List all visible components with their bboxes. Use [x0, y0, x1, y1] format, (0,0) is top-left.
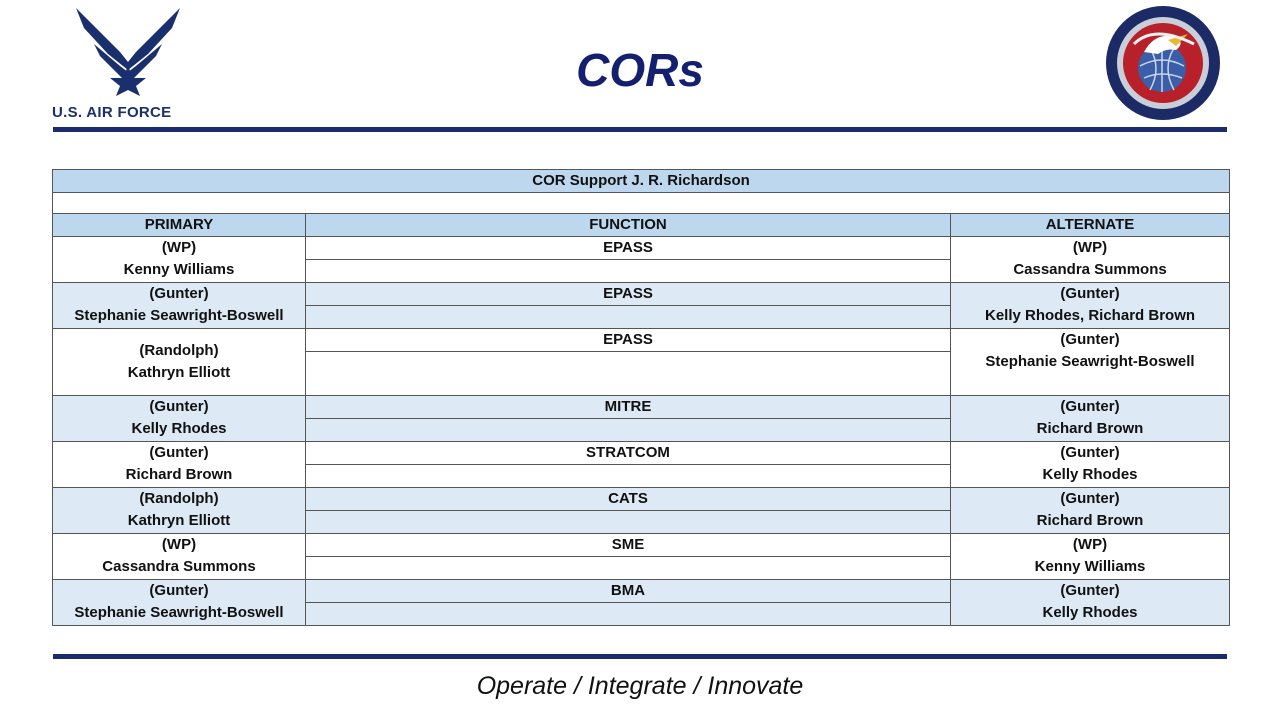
table-header-row	[53, 214, 1230, 237]
alternate-cell	[951, 396, 1230, 442]
table-row	[53, 283, 1230, 306]
alternate-cell	[951, 534, 1230, 580]
alternate-cell	[951, 442, 1230, 488]
table-row	[53, 580, 1230, 603]
alternate-name: Stephanie Seawright-Boswell	[985, 353, 1195, 370]
primary-name: Cassandra Summons	[102, 558, 256, 575]
primary-cell	[53, 488, 306, 534]
cor-table	[52, 169, 1230, 626]
function-cell: STRATCOM	[306, 442, 951, 465]
primary-location: (Gunter)	[149, 582, 209, 599]
primary-location: (Randolph)	[139, 342, 219, 359]
primary-location: (WP)	[161, 239, 197, 256]
table-row	[53, 534, 1230, 557]
org-name: U.S. AIR FORCE	[52, 104, 172, 121]
primary-name: Kelly Rhodes	[131, 420, 227, 437]
function-subcell	[306, 306, 951, 329]
footer-tagline: Operate / Integrate / Innovate	[476, 672, 804, 700]
alternate-location: (Gunter)	[1060, 490, 1120, 507]
alternate-location: (Gunter)	[1060, 398, 1120, 415]
alternate-location: (Gunter)	[1060, 331, 1120, 348]
alternate-cell	[951, 329, 1230, 396]
function-subcell	[306, 557, 951, 580]
alternate-location: (WP)	[1072, 239, 1108, 256]
alternate-name: Kelly Rhodes, Richard Brown	[984, 307, 1196, 324]
function-subcell	[306, 465, 951, 488]
page-title: CORs	[576, 44, 704, 96]
table-row	[53, 329, 1230, 352]
table-row	[53, 488, 1230, 511]
primary-location: (Randolph)	[139, 490, 219, 507]
primary-location: (Gunter)	[149, 444, 209, 461]
alternate-name: Kelly Rhodes	[1042, 466, 1138, 483]
primary-cell	[53, 396, 306, 442]
footer-rule	[53, 654, 1227, 659]
column-header-primary: PRIMARY	[53, 214, 306, 237]
primary-name: Stephanie Seawright-Boswell	[74, 604, 284, 621]
primary-cell	[53, 442, 306, 488]
table-row	[53, 442, 1230, 465]
primary-cell	[53, 237, 306, 283]
primary-cell	[53, 534, 306, 580]
alternate-location: (Gunter)	[1060, 582, 1120, 599]
primary-cell	[53, 329, 306, 396]
table-spacer-row	[53, 193, 1230, 214]
function-cell: EPASS	[306, 283, 951, 306]
primary-name: Richard Brown	[125, 466, 233, 483]
aflcmc-seal-icon	[1104, 4, 1222, 122]
function-cell: BMA	[306, 580, 951, 603]
alternate-cell	[951, 237, 1230, 283]
function-subcell	[306, 603, 951, 626]
alternate-name: Kelly Rhodes	[1042, 604, 1138, 621]
function-subcell	[306, 511, 951, 534]
function-cell: EPASS	[306, 329, 951, 352]
alternate-location: (WP)	[1072, 536, 1108, 553]
alternate-location: (Gunter)	[1060, 285, 1120, 302]
primary-cell	[53, 283, 306, 329]
alternate-name: Cassandra Summons	[1013, 261, 1167, 278]
alternate-location: (Gunter)	[1060, 444, 1120, 461]
primary-name: Kathryn Elliott	[127, 364, 231, 381]
primary-location: (WP)	[161, 536, 197, 553]
function-subcell	[306, 260, 951, 283]
header-rule	[53, 127, 1227, 132]
column-header-alternate: ALTERNATE	[951, 214, 1230, 237]
primary-location: (Gunter)	[149, 398, 209, 415]
function-cell: EPASS	[306, 237, 951, 260]
alternate-name: Richard Brown	[1036, 512, 1144, 529]
alternate-cell	[951, 580, 1230, 626]
function-cell: MITRE	[306, 396, 951, 419]
function-cell: SME	[306, 534, 951, 557]
alternate-name: Richard Brown	[1036, 420, 1144, 437]
alternate-cell	[951, 283, 1230, 329]
function-subcell	[306, 419, 951, 442]
alternate-cell	[951, 488, 1230, 534]
column-header-function: FUNCTION	[306, 214, 951, 237]
primary-location: (Gunter)	[149, 285, 209, 302]
primary-name: Kenny Williams	[123, 261, 235, 278]
primary-cell	[53, 580, 306, 626]
alternate-name: Kenny Williams	[1034, 558, 1146, 575]
table-title: COR Support J. R. Richardson	[53, 170, 1230, 193]
function-subcell	[306, 352, 951, 396]
function-cell: CATS	[306, 488, 951, 511]
table-row	[53, 396, 1230, 419]
primary-name: Kathryn Elliott	[127, 512, 231, 529]
primary-name: Stephanie Seawright-Boswell	[74, 307, 284, 324]
table-row	[53, 237, 1230, 260]
